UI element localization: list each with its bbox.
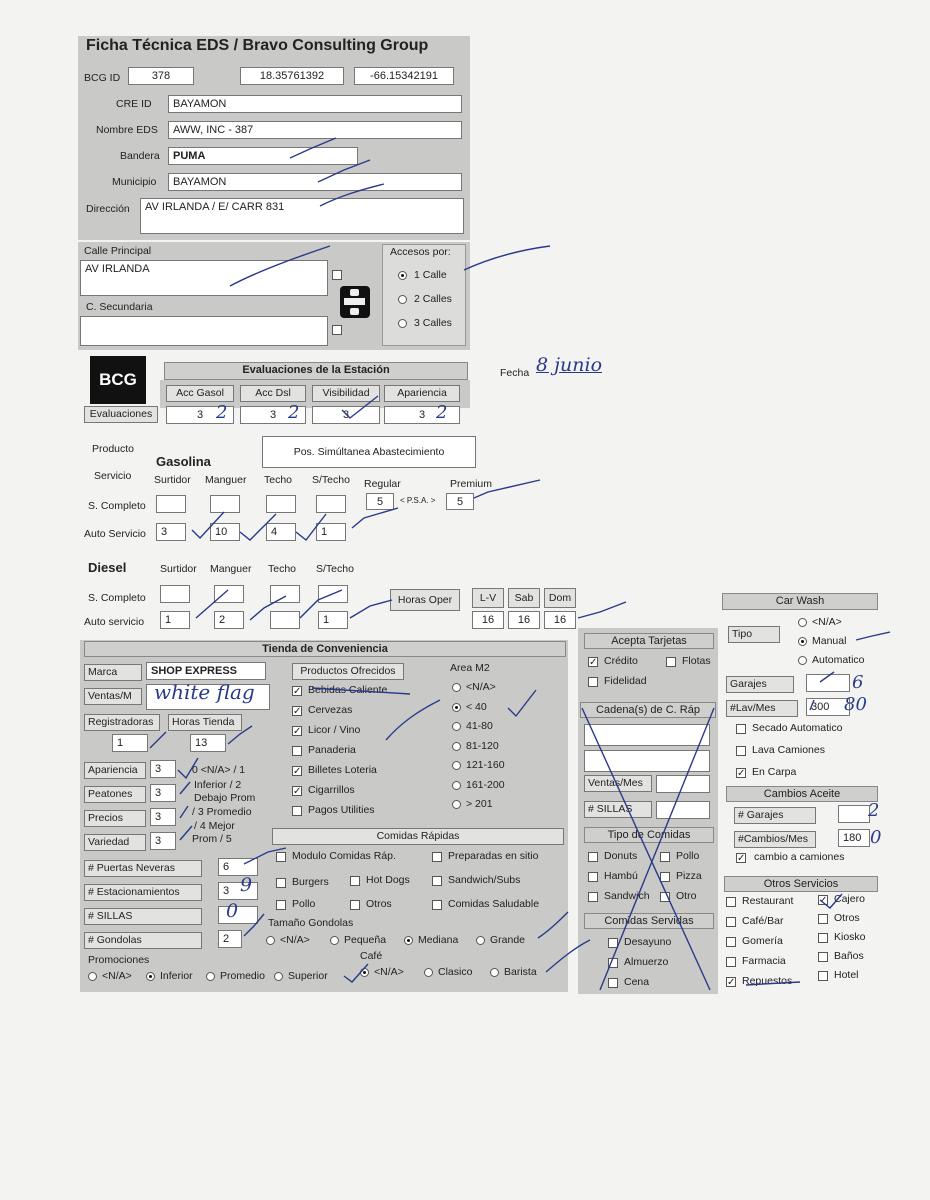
producto-licor-vino-label: Licor / Vino xyxy=(308,724,361,736)
tarjeta-flotas-label: Flotas xyxy=(682,655,711,667)
area-1-radio[interactable] xyxy=(452,703,461,712)
comida-rapida-pollo-label: Pollo xyxy=(292,898,316,910)
direccion-label: Dirección xyxy=(86,203,130,215)
tarjeta-fidelidad-check[interactable] xyxy=(588,677,598,687)
area-3-radio[interactable] xyxy=(452,742,461,751)
producto-cervezas-label: Cervezas xyxy=(308,704,353,716)
comida-servida-almuerzo-label: Almuerzo xyxy=(624,956,669,968)
garajes-field[interactable] xyxy=(806,674,850,692)
cadena-2-field[interactable] xyxy=(584,750,710,772)
calle-secundaria-label: C. Secundaria xyxy=(86,301,153,313)
tipo-label: Tipo xyxy=(728,626,780,643)
horas-lv-header: L-V xyxy=(472,588,504,608)
gas-as-manguer[interactable]: 10 xyxy=(210,523,240,541)
producto-panaderia-label: Panaderia xyxy=(308,744,356,756)
comida-rapida-burgers-label: Burgers xyxy=(292,876,329,888)
comida-rapida-modulo-comidas-rap-check[interactable] xyxy=(276,852,286,862)
area-3-label: 81-120 xyxy=(466,739,499,752)
tamano-pequena-radio[interactable] xyxy=(330,936,339,945)
comida-rapida-hot-dogs-check[interactable] xyxy=(350,876,360,886)
cafe-label: Café xyxy=(360,950,383,962)
sillas-hand: 0 xyxy=(226,900,239,922)
otros-farmacia-label: Farmacia xyxy=(742,955,786,967)
carwash-en-carpa-check[interactable]: ✓ xyxy=(737,768,746,779)
horas-oper-button[interactable]: Horas Oper xyxy=(390,589,460,611)
scale-legend-3: Debajo Prom xyxy=(194,792,256,804)
promocion-n-a-label: <N/A> xyxy=(102,970,132,982)
producto-billetes-loteria-check[interactable]: ✓ xyxy=(293,766,302,777)
otros-cafe-bar-label: Café/Bar xyxy=(742,915,784,927)
ca-garajes-field[interactable] xyxy=(838,805,870,823)
otros-otros-label: Otros xyxy=(834,912,860,924)
calle-principal-label: Calle Principal xyxy=(84,245,152,257)
ca-cambios-label: #Cambios/Mes xyxy=(734,831,816,848)
carwash-lava-camiones-check[interactable] xyxy=(736,746,746,756)
otros-hotel-check[interactable] xyxy=(818,971,828,981)
cafe-clasico-radio[interactable] xyxy=(424,968,433,977)
precios-field[interactable]: 3 xyxy=(150,808,176,826)
comida-rapida-preparadas-en-sitio-label: Preparadas en sitio xyxy=(448,850,539,862)
otros-gomeria-label: Gomería xyxy=(742,935,783,947)
dsl-as-manguer[interactable]: 2 xyxy=(214,611,244,629)
area-0-label: <N/A> xyxy=(466,681,496,693)
bcg-id-field[interactable]: 378 xyxy=(128,67,194,85)
area-1-label: < 40 xyxy=(466,700,487,713)
producto-panaderia-check[interactable] xyxy=(292,746,302,756)
dsl-as-stecho[interactable]: 1 xyxy=(318,611,348,629)
peatones-label: Peatones xyxy=(84,786,146,803)
dsl-s-completo-label: S. Completo xyxy=(88,592,146,604)
scale-legend-1: 0 <N/A> / 1 xyxy=(192,764,246,776)
gas-sc-stecho[interactable] xyxy=(316,495,346,513)
carwash-tipo-automatico-label: Automatico xyxy=(812,654,865,666)
otros-cafe-bar-check[interactable] xyxy=(726,917,736,927)
ca-garajes-hand: 2 xyxy=(868,800,880,821)
eval-visibilidad-header: Visibilidad xyxy=(312,385,380,402)
lav-mes-label: #Lav/Mes xyxy=(726,700,798,717)
area-2-radio[interactable] xyxy=(452,722,461,731)
dsl-sc-stecho[interactable] xyxy=(318,585,348,603)
eval-acc-dsl-hand: 2 xyxy=(288,402,300,423)
comida-servida-desayuno-label: Desayuno xyxy=(624,936,672,948)
precios-label: Precios xyxy=(84,810,146,827)
comida-rapida-otros-check[interactable] xyxy=(350,900,360,910)
area-6-label: > 201 xyxy=(466,798,493,810)
cadenas-title: Cadena(s) de C. Ráp xyxy=(580,702,716,718)
promocion-superior-label: Superior xyxy=(288,970,328,982)
cre-id-field[interactable]: BAYAMON xyxy=(168,95,462,113)
form-title: Ficha Técnica EDS / Bravo Consulting Group xyxy=(86,37,429,54)
tipo-comida-sandwich-label: Sandwich xyxy=(604,890,650,902)
garajes-hand: 6 xyxy=(852,672,864,693)
tamano-label: Tamaño Gondolas xyxy=(268,917,354,929)
promociones-label: Promociones xyxy=(88,954,150,966)
scale-legend-6: Prom / 5 xyxy=(192,833,232,845)
tamano-mediana-radio[interactable] xyxy=(404,936,413,945)
comida-rapida-modulo-comidas-rap-label: Modulo Comidas Ráp. xyxy=(292,850,396,862)
comida-rapida-comidas-saludable-label: Comidas Saludable xyxy=(448,898,540,910)
cre-id-label: CRE ID xyxy=(116,98,152,110)
dsl-surtidor-header: Surtidor xyxy=(160,563,197,575)
ventas-mes-label: Ventas/Mes xyxy=(584,775,652,792)
dsl-as-techo[interactable] xyxy=(270,611,300,629)
comida-rapida-burgers-check[interactable] xyxy=(276,878,286,888)
sillas2-label: # SILLAS xyxy=(584,801,652,818)
fecha-label: Fecha xyxy=(500,367,530,379)
calle-principal-check[interactable] xyxy=(332,270,342,280)
tipo-comida-hambu-label: Hambú xyxy=(604,870,638,882)
dsl-sc-surtidor[interactable] xyxy=(160,585,190,603)
ventas-label: Ventas/M xyxy=(84,688,142,705)
estacionamientos-hand: 9 xyxy=(240,874,253,896)
area-4-label: 121-160 xyxy=(466,759,505,771)
tamano-n-a-radio[interactable] xyxy=(266,936,275,945)
dsl-sc-techo[interactable] xyxy=(270,585,300,603)
tipo-comida-otro-label: Otro xyxy=(676,890,697,902)
promocion-inferior-label: Inferior xyxy=(160,970,193,982)
promocion-promedio-radio[interactable] xyxy=(206,972,215,981)
variedad-field[interactable]: 3 xyxy=(150,832,176,850)
bandera-label: Bandera xyxy=(120,150,160,162)
otros-gomeria-check[interactable] xyxy=(726,937,736,947)
lav-mes-hand: 80 xyxy=(844,694,867,715)
producto-licor-vino-check[interactable]: ✓ xyxy=(293,726,302,737)
area-5-label: 161-200 xyxy=(466,778,505,791)
producto-cigarrillos-label: Cigarrillos xyxy=(308,784,355,796)
comida-rapida-sandwich-subs-label: Sandwich/Subs xyxy=(448,874,521,886)
apariencia-field[interactable]: 3 xyxy=(150,760,176,778)
latitude-field[interactable]: 18.35761392 xyxy=(240,67,344,85)
apariencia-label: Apariencia xyxy=(84,762,146,779)
eval-acc-gasol-hand: 2 xyxy=(216,402,228,423)
producto-billetes-loteria-label: Billetes Loteria xyxy=(308,764,377,776)
garajes-label: Garajes xyxy=(726,676,794,693)
eval-acc-gasol-field[interactable]: 3 xyxy=(166,406,234,424)
carwash-tipo-automatico-radio[interactable] xyxy=(798,656,807,665)
area-2-label: 41-80 xyxy=(466,720,493,732)
nombre-field[interactable]: AWW, INC - 387 xyxy=(168,121,462,139)
area-label: Area M2 xyxy=(450,662,490,674)
eval-apariencia-field[interactable]: 3 xyxy=(384,406,460,424)
comidas-rapidas-label: Comidas Rápidas xyxy=(272,828,564,845)
gas-manguer-header: Manguer xyxy=(205,474,247,486)
carwash-secado-automatico-check[interactable] xyxy=(736,724,746,734)
productos-label: Productos Ofrecidos xyxy=(292,663,404,680)
carwash-secado-automatico-label: Secado Automatico xyxy=(752,722,843,734)
promocion-promedio-label: Promedio xyxy=(220,970,265,982)
accesos-3-radio[interactable] xyxy=(398,319,407,328)
producto-cigarrillos-check[interactable]: ✓ xyxy=(293,786,302,797)
servicio-label: Servicio xyxy=(94,470,132,482)
comida-servida-almuerzo-check[interactable] xyxy=(608,958,618,968)
traffic-light-icon xyxy=(340,286,370,318)
tamano-n-a-label: <N/A> xyxy=(280,934,310,946)
calle-secundaria-field[interactable] xyxy=(80,316,328,346)
accesos-1-label: 1 Calle xyxy=(414,269,447,281)
producto-bebidas-caliente-label: Bebidas Caliente xyxy=(308,684,388,696)
eval-acc-dsl-header: Acc Dsl xyxy=(240,385,306,402)
eval-visibilidad-field[interactable]: 3 xyxy=(312,406,380,424)
sillas2-field[interactable] xyxy=(656,801,710,819)
cambio-camiones-label: cambio a camiones xyxy=(754,851,845,863)
estacionamientos-label: # Estacionamientos xyxy=(84,884,202,901)
horas-dom-header: Dom xyxy=(544,588,576,608)
ventas-hand: white flag xyxy=(154,680,255,704)
tarjetas-title: Acepta Tarjetas xyxy=(584,633,714,649)
accesos-2-radio[interactable] xyxy=(398,295,407,304)
tamano-mediana-label: Mediana xyxy=(418,934,459,946)
gondolas-field[interactable]: 2 xyxy=(218,930,242,948)
gas-sc-manguer[interactable] xyxy=(210,495,240,513)
producto-bebidas-caliente-check[interactable]: ✓ xyxy=(293,686,302,697)
fecha-hand: 8 junio xyxy=(536,354,603,376)
horas-lv-field[interactable]: 16 xyxy=(472,611,504,629)
carwash-title: Car Wash xyxy=(722,593,878,610)
gas-sc-surtidor[interactable] xyxy=(156,495,186,513)
tamano-pequena-label: Pequeña xyxy=(344,934,387,946)
ventas-mes-field[interactable] xyxy=(656,775,710,793)
area-5-radio[interactable] xyxy=(452,781,461,790)
marca-label: Marca xyxy=(84,664,142,681)
dsl-auto-servicio-label: Auto servicio xyxy=(84,616,145,628)
evaluaciones-title: Evaluaciones de la Estación xyxy=(164,362,468,380)
comida-rapida-otros-label: Otros xyxy=(366,898,392,910)
tipo-comida-donuts-check[interactable] xyxy=(588,852,598,862)
calle-secundaria-check[interactable] xyxy=(332,325,342,335)
tarjeta-credito-label: Crédito xyxy=(604,655,638,667)
dsl-techo-header: Techo xyxy=(268,563,297,575)
cambios-title: Cambios Aceite xyxy=(726,786,878,802)
premium-label: Premium xyxy=(450,478,493,490)
variedad-label: Variedad xyxy=(84,834,146,851)
dsl-manguer-header: Manguer xyxy=(210,563,252,575)
regular-label: Regular xyxy=(364,478,401,490)
cafe-barista-radio[interactable] xyxy=(490,968,499,977)
gas-stecho-header: S/Techo xyxy=(312,474,350,486)
otros-hotel-label: Hotel xyxy=(834,969,859,981)
promocion-inferior-radio[interactable] xyxy=(146,972,155,981)
bandera-field[interactable]: PUMA xyxy=(168,147,358,165)
gas-sc-techo[interactable] xyxy=(266,495,296,513)
comida-servida-desayuno-check[interactable] xyxy=(608,938,618,948)
horas-tienda-field[interactable]: 13 xyxy=(190,734,226,752)
otros-title: Otros Servicios xyxy=(724,876,878,892)
puertas-field[interactable]: 6 xyxy=(218,858,258,876)
eval-apariencia-hand: 2 xyxy=(436,402,448,423)
eval-apariencia-header: Apariencia xyxy=(384,385,460,402)
promocion-superior-radio[interactable] xyxy=(274,972,283,981)
calle-principal-field[interactable]: AV IRLANDA xyxy=(80,260,328,296)
marca-field[interactable]: SHOP EXPRESS xyxy=(146,662,266,680)
cafe-clasico-label: Clasico xyxy=(438,966,473,978)
otros-restaurant-check[interactable] xyxy=(726,897,736,907)
gas-auto-servicio-label: Auto Servicio xyxy=(84,528,146,540)
otros-restaurant-label: Restaurant xyxy=(742,895,794,907)
tipo-comidas-title: Tipo de Comidas xyxy=(584,827,714,843)
tipo-comida-otro-check[interactable] xyxy=(660,892,670,902)
producto-pagos-utilities-check[interactable] xyxy=(292,806,302,816)
cambio-camiones-check[interactable]: ✓ xyxy=(737,853,746,864)
comida-servida-cena-label: Cena xyxy=(624,976,650,988)
tamano-grande-label: Grande xyxy=(490,934,526,946)
bcg-logo: BCG xyxy=(90,356,146,404)
comida-rapida-preparadas-en-sitio-check[interactable] xyxy=(432,852,442,862)
comida-rapida-sandwich-subs-check[interactable] xyxy=(432,876,442,886)
pos-simultanea-label: Pos. Simúltanea Abastecimiento xyxy=(262,436,476,468)
premium-field[interactable]: 5 xyxy=(446,493,474,510)
scale-legend-4: / 3 Promedio xyxy=(192,806,252,818)
otros-banos-check[interactable] xyxy=(818,952,828,962)
otros-kiosko-label: Kiosko xyxy=(834,931,866,943)
comida-rapida-comidas-saludable-check[interactable] xyxy=(432,900,442,910)
dsl-sc-manguer[interactable] xyxy=(214,585,244,603)
gas-s-completo-label: S. Completo xyxy=(88,500,146,512)
accesos-3-label: 3 Calles xyxy=(414,317,452,329)
carwash-lava-camiones-label: Lava Camiones xyxy=(752,744,825,756)
puertas-label: # Puertas Neveras xyxy=(84,860,202,877)
accesos-2-label: 2 Calles xyxy=(414,293,452,305)
producto-cervezas-check[interactable]: ✓ xyxy=(293,706,302,717)
tipo-comida-pizza-label: Pizza xyxy=(676,870,702,882)
evaluaciones-button[interactable]: Evaluaciones xyxy=(84,406,158,423)
producto-pagos-utilities-label: Pagos Utilities xyxy=(308,804,375,816)
gas-techo-header: Techo xyxy=(264,474,293,486)
carwash-tipo-manual-label: Manual xyxy=(812,635,847,647)
otros-repuestos-check[interactable]: ✓ xyxy=(727,977,736,988)
tarjeta-flotas-check[interactable] xyxy=(666,657,676,667)
horas-sab-header: Sab xyxy=(508,588,540,608)
ca-cambios-field[interactable]: 180 xyxy=(838,829,870,847)
registradoras-field[interactable]: 1 xyxy=(112,734,148,752)
tipo-comida-pollo-check[interactable] xyxy=(660,852,670,862)
tarjeta-fidelidad-label: Fidelidad xyxy=(604,675,647,687)
sillas-label: # SILLAS xyxy=(84,908,202,925)
carwash-tipo-manual-radio[interactable] xyxy=(798,637,807,646)
carwash-tipo-n-a-radio[interactable] xyxy=(798,618,807,627)
tipo-comida-donuts-label: Donuts xyxy=(604,850,638,862)
gas-surtidor-header: Surtidor xyxy=(154,474,191,486)
registradoras-label: Registradoras xyxy=(84,714,160,731)
comidas-servidas-title: Comidas Servidas xyxy=(584,913,714,929)
otros-farmacia-check[interactable] xyxy=(726,957,736,967)
municipio-label: Municipio xyxy=(112,176,157,188)
area-4-radio[interactable] xyxy=(452,761,461,770)
accesos-1-radio[interactable] xyxy=(398,271,407,280)
otros-kiosko-check[interactable] xyxy=(818,933,828,943)
horas-tienda-label: Horas Tienda xyxy=(168,714,242,731)
tipo-comida-sandwich-check[interactable] xyxy=(588,892,598,902)
carwash-tipo-n-a-label: <N/A> xyxy=(812,616,842,628)
bcg-id-label: BCG ID xyxy=(84,72,121,84)
psa-label: < P.S.A. > xyxy=(400,496,436,505)
cafe-barista-label: Barista xyxy=(504,966,537,978)
accesos-label: Accesos por: xyxy=(390,246,451,258)
ca-garajes-label: # Garajes xyxy=(734,807,816,824)
diesel-label: Diesel xyxy=(88,560,127,575)
dsl-stecho-header: S/Techo xyxy=(316,563,354,575)
otros-repuestos-label: Repuestos xyxy=(742,975,793,987)
cafe-n-a-radio[interactable] xyxy=(360,968,369,977)
area-0-radio[interactable] xyxy=(452,683,461,692)
scale-legend-2: Inferior / 2 xyxy=(194,779,242,791)
peatones-field[interactable]: 3 xyxy=(150,784,176,802)
cafe-n-a-label: <N/A> xyxy=(374,966,404,978)
producto-label: Producto xyxy=(92,443,135,455)
otros-banos-label: Baños xyxy=(834,950,864,962)
ca-cambios-hand: 0 xyxy=(870,827,882,848)
gasolina-label: Gasolina xyxy=(156,454,211,469)
tipo-comida-hambu-check[interactable] xyxy=(588,872,598,882)
comida-rapida-pollo-check[interactable] xyxy=(276,900,286,910)
horas-sab-field[interactable]: 16 xyxy=(508,611,540,629)
lav-mes-field[interactable]: 300 xyxy=(806,698,850,716)
gondolas-label: # Gondolas xyxy=(84,932,202,949)
horas-dom-field[interactable]: 16 xyxy=(544,611,576,629)
carwash-en-carpa-label: En Carpa xyxy=(752,766,797,778)
eval-acc-gasol-header: Acc Gasol xyxy=(166,385,234,402)
otros-cajero-label: Cajero xyxy=(834,893,865,905)
tipo-comida-pizza-check[interactable] xyxy=(660,872,670,882)
gas-as-surtidor[interactable]: 3 xyxy=(156,523,186,541)
scale-legend-5: / 4 Mejor xyxy=(194,820,235,832)
gas-as-stecho[interactable]: 1 xyxy=(316,523,346,541)
dsl-as-surtidor[interactable]: 1 xyxy=(160,611,190,629)
otros-otros-check[interactable] xyxy=(818,914,828,924)
tipo-comida-pollo-label: Pollo xyxy=(676,850,700,862)
cadena-1-field[interactable] xyxy=(584,724,710,746)
promocion-n-a-radio[interactable] xyxy=(88,972,97,981)
comida-servida-cena-check[interactable] xyxy=(608,978,618,988)
nombre-label: Nombre EDS xyxy=(96,124,158,136)
longitude-field[interactable]: -66.15342191 xyxy=(354,67,454,85)
area-6-radio[interactable] xyxy=(452,800,461,809)
direccion-field[interactable]: AV IRLANDA / E/ CARR 831 xyxy=(140,198,464,234)
otros-cajero-check[interactable]: ✓ xyxy=(819,895,828,906)
estacionamientos-field[interactable]: 3 xyxy=(218,882,258,900)
comida-rapida-hot-dogs-label: Hot Dogs xyxy=(366,874,410,886)
municipio-field[interactable]: BAYAMON xyxy=(168,173,462,191)
eval-acc-dsl-field[interactable]: 3 xyxy=(240,406,306,424)
gas-as-techo[interactable]: 4 xyxy=(266,523,296,541)
tarjeta-credito-check[interactable]: ✓ xyxy=(589,657,598,668)
regular-field[interactable]: 5 xyxy=(366,493,394,510)
tamano-grande-radio[interactable] xyxy=(476,936,485,945)
tienda-title: Tienda de Conveniencia xyxy=(84,641,566,657)
